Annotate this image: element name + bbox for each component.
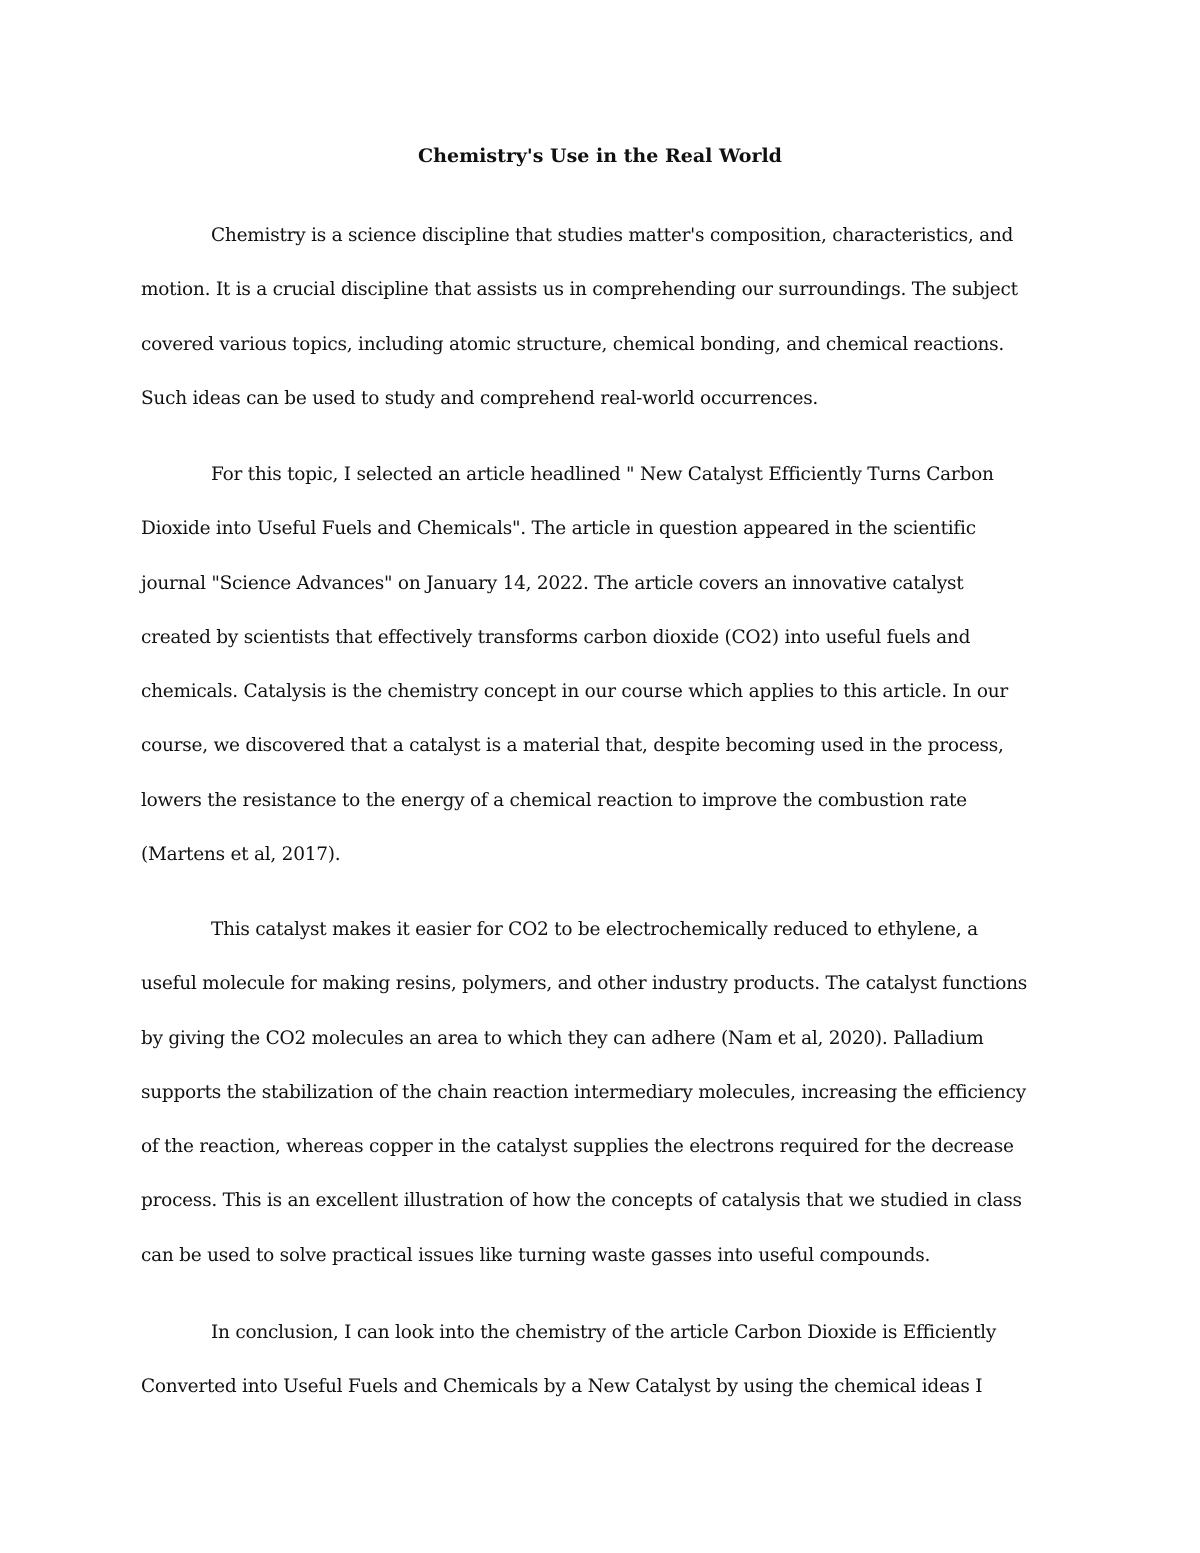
text-line: created by scientists that effectively transforms carbon dioxide (CO2) into useful fuels and — [141, 626, 971, 648]
paragraph-catalyst-mechanism — [141, 915, 1061, 1295]
text-line: chemicals. Catalysis is the chemistry concept in our course which applies to this article. In our — [141, 681, 1009, 703]
text-line: of the reaction, whereas copper in the catalyst supplies the electrons required for the decrease — [141, 1136, 1014, 1158]
text-line: Such ideas can be used to study and comprehend real-world occurrences. — [141, 387, 819, 409]
text-line: For this topic, I selected an article headlined " New Catalyst Efficiently Turns Carbon — [211, 464, 994, 485]
text-line: covered various topics, including atomic structure, chemical bonding, and chemical reactions. — [141, 333, 1004, 355]
text-line: journal "Science Advances" on January 14, 2022. The article covers an innovative catalyst — [141, 572, 964, 594]
text-line: course, we discovered that a catalyst is a material that, despite becoming used in the process, — [141, 735, 1004, 757]
text-line: Chemistry is a science discipline that studies matter's composition, characteristics, and — [211, 225, 1014, 246]
text-line: process. This is an excellent illustration of how the concepts of catalysis that we studied in class — [141, 1190, 1022, 1212]
text-line: Dioxide into Useful Fuels and Chemicals". The article in question appeared in the scientific — [141, 518, 976, 540]
document-title: Chemistry's Use in the Real World — [418, 145, 782, 167]
text-line: supports the stabilization of the chain reaction intermediary molecules, increasing the efficiency — [141, 1081, 1026, 1103]
paragraph-conclusion — [141, 1318, 1061, 1427]
text-line: can be used to solve practical issues like turning waste gasses into useful compounds. — [141, 1244, 931, 1266]
text-line: by giving the CO2 molecules an area to which they can adhere (Nam et al, 2020). Palladium — [141, 1027, 984, 1049]
text-line: motion. It is a crucial discipline that assists us in comprehending our surroundings. The subject — [141, 279, 1018, 301]
text-line: lowers the resistance to the energy of a chemical reaction to improve the combustion rate — [141, 789, 967, 811]
text-line: (Martens et al, 2017). — [141, 844, 341, 866]
paragraph-introduction — [141, 221, 1061, 438]
text-line: useful molecule for making resins, polymers, and other industry products. The catalyst functions — [141, 973, 1028, 995]
text-line: Converted into Useful Fuels and Chemicals by a New Catalyst by using the chemical ideas I — [141, 1376, 983, 1398]
text-line: In conclusion, I can look into the chemistry of the article Carbon Dioxide is Efficiently — [211, 1322, 997, 1343]
paragraph-article-summary — [141, 460, 1061, 894]
text-line: This catalyst makes it easier for CO2 to be electrochemically reduced to ethylene, a — [211, 919, 978, 940]
